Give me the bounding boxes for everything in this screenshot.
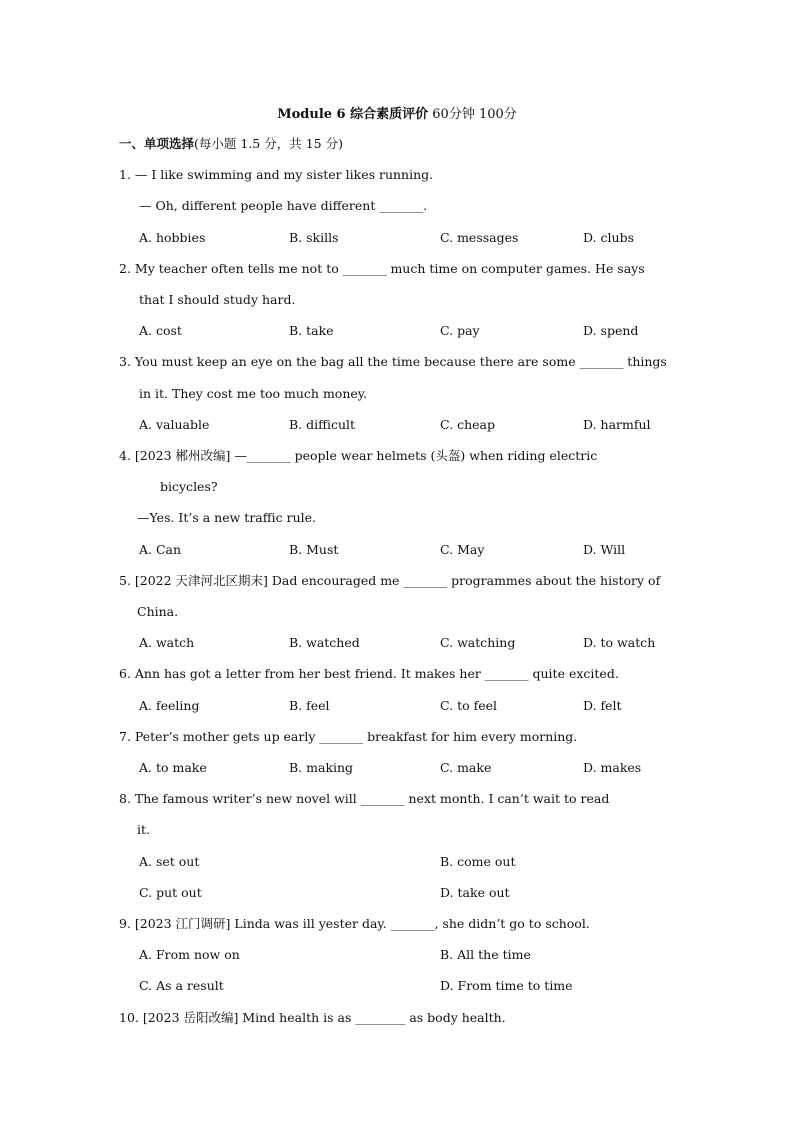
question-7-option-a[interactable]: A. to make (139, 760, 207, 775)
question-7-option-c[interactable]: C. make (440, 760, 492, 775)
question-5-option-b[interactable]: B. watched (289, 635, 360, 650)
question-9-option-d[interactable]: D. From time to time (440, 978, 573, 993)
question-7-option-d[interactable]: D. makes (583, 760, 642, 775)
question-3-option-c[interactable]: C. cheap (440, 417, 495, 432)
question-8-stem: 8. The famous writer’s new novel will _______ next month. I can’t wait to read (119, 791, 610, 806)
question-6-option-b[interactable]: B. feel (289, 698, 330, 713)
question-6-option-d[interactable]: D. felt (583, 698, 622, 713)
question-4-option-a[interactable]: A. Can (139, 542, 182, 557)
section-heading (119, 136, 343, 152)
question-1-option-d[interactable]: D. clubs (583, 230, 634, 245)
question-8-option-c[interactable]: C. put out (139, 885, 202, 900)
question-4-option-b[interactable]: B. Must (289, 542, 339, 557)
question-9-option-c[interactable]: C. As a result (139, 978, 224, 993)
question-5-option-d[interactable]: D. to watch (583, 635, 656, 650)
section-title: 一、单项选择 (119, 136, 195, 151)
question-6-option-c[interactable]: C. to feel (440, 698, 498, 713)
question-9-option-a[interactable]: A. From now on (139, 947, 240, 962)
question-10-stem: 10. [2023 岳阳改编] Mind health is as ________ as body health. (119, 1010, 506, 1025)
question-1-stem: 1. — I like swimming and my sister likes running. (119, 167, 434, 182)
title-time-score: 60分钟 100分 (428, 107, 517, 122)
question-5-stem-cont: China. (137, 604, 179, 619)
question-5-option-a[interactable]: A. watch (139, 635, 195, 650)
question-2-option-d[interactable]: D. spend (583, 323, 639, 338)
question-4-reply: —Yes. It’s a new traffic rule. (137, 510, 316, 525)
question-2-option-c[interactable]: C. pay (440, 323, 480, 338)
page-title (0, 103, 794, 122)
question-3-stem: 3. You must keep an eye on the bag all the time because there are some _______ things (119, 354, 667, 369)
question-8-stem-cont: it. (137, 822, 150, 837)
question-3-option-a[interactable]: A. valuable (139, 417, 210, 432)
question-1-option-c[interactable]: C. messages (440, 230, 519, 245)
question-1-reply: — Oh, different people have different _______. (139, 198, 428, 213)
question-8-option-a[interactable]: A. set out (139, 854, 200, 869)
question-7-stem: 7. Peter’s mother gets up early _______ breakfast for him every morning. (119, 729, 578, 744)
question-2-option-a[interactable]: A. cost (139, 323, 182, 338)
question-5-stem: 5. [2022 天津河北区期末] Dad encouraged me _______ programmes about the history of (119, 573, 661, 588)
question-6-stem: 6. Ann has got a letter from her best friend. It makes her _______ quite excited. (119, 666, 619, 681)
question-4-stem-cont: bicycles? (160, 479, 218, 494)
question-1-option-b[interactable]: B. skills (289, 230, 339, 245)
question-3-stem-cont: in it. They cost me too much money. (139, 386, 368, 401)
question-4-option-d[interactable]: D. Will (583, 542, 626, 557)
question-8-option-b[interactable]: B. come out (440, 854, 516, 869)
question-8-option-d[interactable]: D. take out (440, 885, 510, 900)
question-5-option-c[interactable]: C. watching (440, 635, 516, 650)
question-4-option-c[interactable]: C. May (440, 542, 485, 557)
question-2-option-b[interactable]: B. take (289, 323, 334, 338)
question-6-option-a[interactable]: A. feeling (139, 698, 200, 713)
question-4-stem: 4. [2023 郴州改编] —_______ people wear helmets (头盔) when riding electric (119, 448, 598, 463)
question-7-option-b[interactable]: B. making (289, 760, 354, 775)
question-9-stem: 9. [2023 江门调研] Linda was ill yester day. _______, she didn’t go to school. (119, 916, 590, 931)
question-2-stem: 2. My teacher often tells me not to _______ much time on computer games. He says (119, 261, 645, 276)
question-1-option-a[interactable]: A. hobbies (139, 230, 206, 245)
question-3-option-b[interactable]: B. difficult (289, 417, 356, 432)
title-main: Module 6 综合素质评价 (277, 107, 429, 122)
section-note: (每小题 1.5 分，共 15 分) (194, 136, 343, 151)
question-9-option-b[interactable]: B. All the time (440, 947, 531, 962)
question-2-stem-cont: that I should study hard. (139, 292, 296, 307)
question-3-option-d[interactable]: D. harmful (583, 417, 651, 432)
